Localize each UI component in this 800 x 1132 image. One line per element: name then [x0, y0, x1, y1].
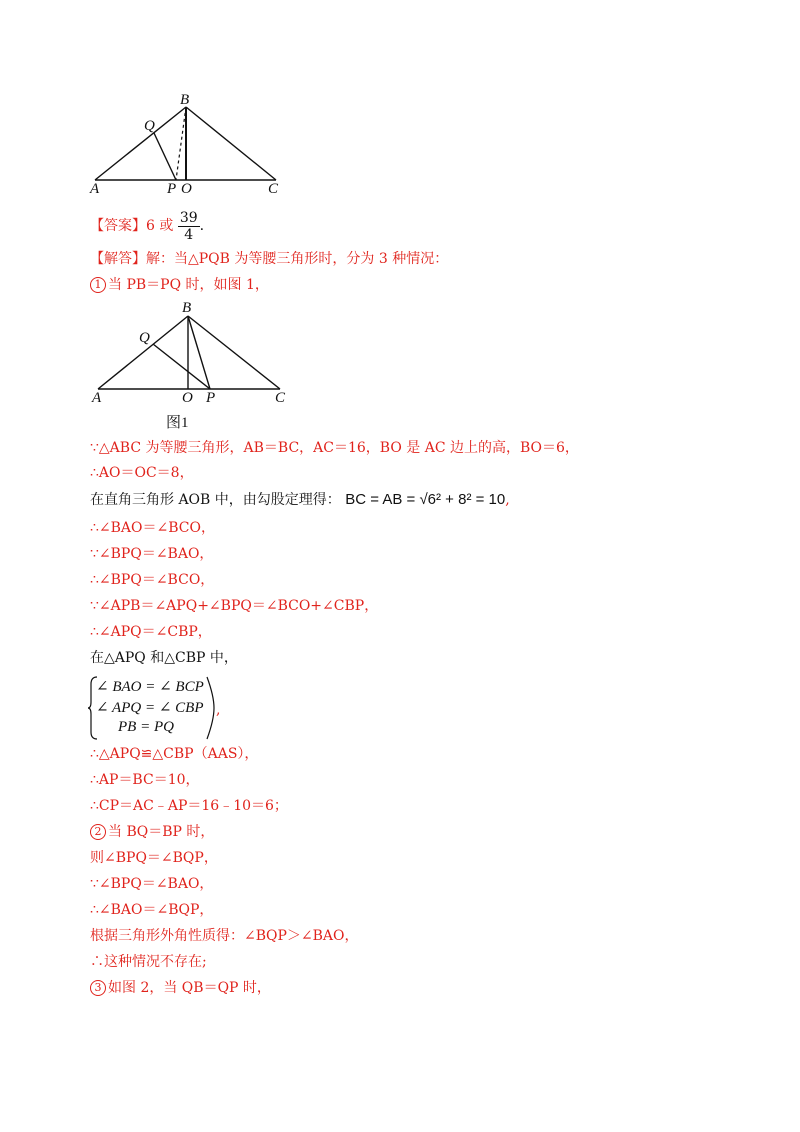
case2-text: 当 BQ＝BP 时， — [108, 824, 215, 840]
label-P: P — [167, 181, 177, 197]
line-6: ∴∠BPQ＝∠BCO， — [90, 572, 215, 588]
line-13: 则∠BPQ＝∠BQP， — [90, 850, 218, 866]
case3-line — [90, 978, 271, 998]
label-B: B — [180, 92, 190, 108]
line-3 — [90, 490, 510, 510]
answer-suffix: . — [199, 218, 205, 234]
circled-number-1: 1 — [90, 277, 106, 293]
label-A: A — [90, 181, 100, 197]
line-1: ∵△ABC 为等腰三角形，AB＝BC，AC＝16，BO 是 AC 边上的高，BO＝6， — [90, 440, 579, 456]
line-11: ∴AP＝BC＝10， — [90, 772, 200, 788]
line-2: ∴AO＝OC＝8， — [90, 465, 194, 481]
answer-prefix: 【答案】6 或 — [90, 218, 174, 234]
label-O: O — [181, 181, 192, 197]
figure-1-caption: 图1 — [166, 415, 189, 431]
label-Q: Q — [144, 118, 155, 134]
line-12: ∴CP＝AC﹣AP＝16﹣10＝6； — [90, 798, 288, 814]
line-17: ∴这种情况不存在; — [90, 954, 207, 970]
answer-line — [90, 208, 204, 244]
case3-text: 如图 2，当 QB＝QP 时， — [108, 980, 271, 996]
circled-number-3: 3 — [90, 980, 106, 996]
system-row-1: ∠ BAO = ∠ BCP — [96, 679, 204, 695]
fraction-denominator: 4 — [184, 226, 194, 243]
line-16: 根据三角形外角性质得：∠BQP＞∠BAO， — [90, 928, 359, 944]
case2-line — [90, 822, 214, 842]
line-7: ∵∠APB＝∠APQ+∠BPQ＝∠BCO+∠CBP， — [90, 598, 379, 614]
line-5: ∵∠BPQ＝∠BAO， — [90, 546, 214, 562]
pythagoras-formula: BC = AB = √6² + 8² = 10 — [345, 491, 506, 508]
fig1-label-B: B — [182, 300, 192, 316]
line-15: ∴∠BAO＝∠BQP， — [90, 902, 214, 918]
fraction-numerator: 39 — [179, 209, 198, 226]
figure-1 — [88, 300, 298, 406]
case1-text: 当 PB＝PQ 时，如图 1， — [108, 277, 269, 293]
fig1-label-Q: Q — [139, 330, 150, 346]
fig1-label-P: P — [206, 390, 216, 406]
line-10: ∴△APQ≌△CBP（AAS）， — [90, 746, 259, 762]
fig1-label-C: C — [275, 390, 286, 406]
line-4: ∴∠BAO＝∠BCO， — [90, 520, 215, 536]
label-C: C — [268, 181, 279, 197]
solution-intro: 【解答】解：当△PQB 为等腰三角形时，分为 3 种情况： — [90, 251, 449, 267]
case1-line — [90, 275, 269, 295]
fig1-label-A: A — [92, 390, 102, 406]
circled-number-2: 2 — [90, 824, 106, 840]
system-end: , — [216, 702, 221, 718]
equation-system — [88, 676, 221, 740]
system-row-3: PB = PQ — [118, 719, 174, 735]
fig1-label-O: O — [182, 390, 193, 406]
answer-fraction — [178, 210, 200, 243]
line-8: ∴∠APQ＝∠CBP， — [90, 624, 212, 640]
top-triangle-figure — [88, 92, 298, 197]
line-9: 在△APQ 和△CBP 中， — [90, 650, 238, 666]
pythagoras-text: 在直角三角形 AOB 中，由勾股定理得： — [90, 492, 341, 508]
pythagoras-end: , — [505, 492, 510, 508]
system-row-2: ∠ APQ = ∠ CBP — [96, 700, 204, 716]
line-14: ∵∠BPQ＝∠BAO， — [90, 876, 214, 892]
right-paren — [206, 676, 216, 740]
